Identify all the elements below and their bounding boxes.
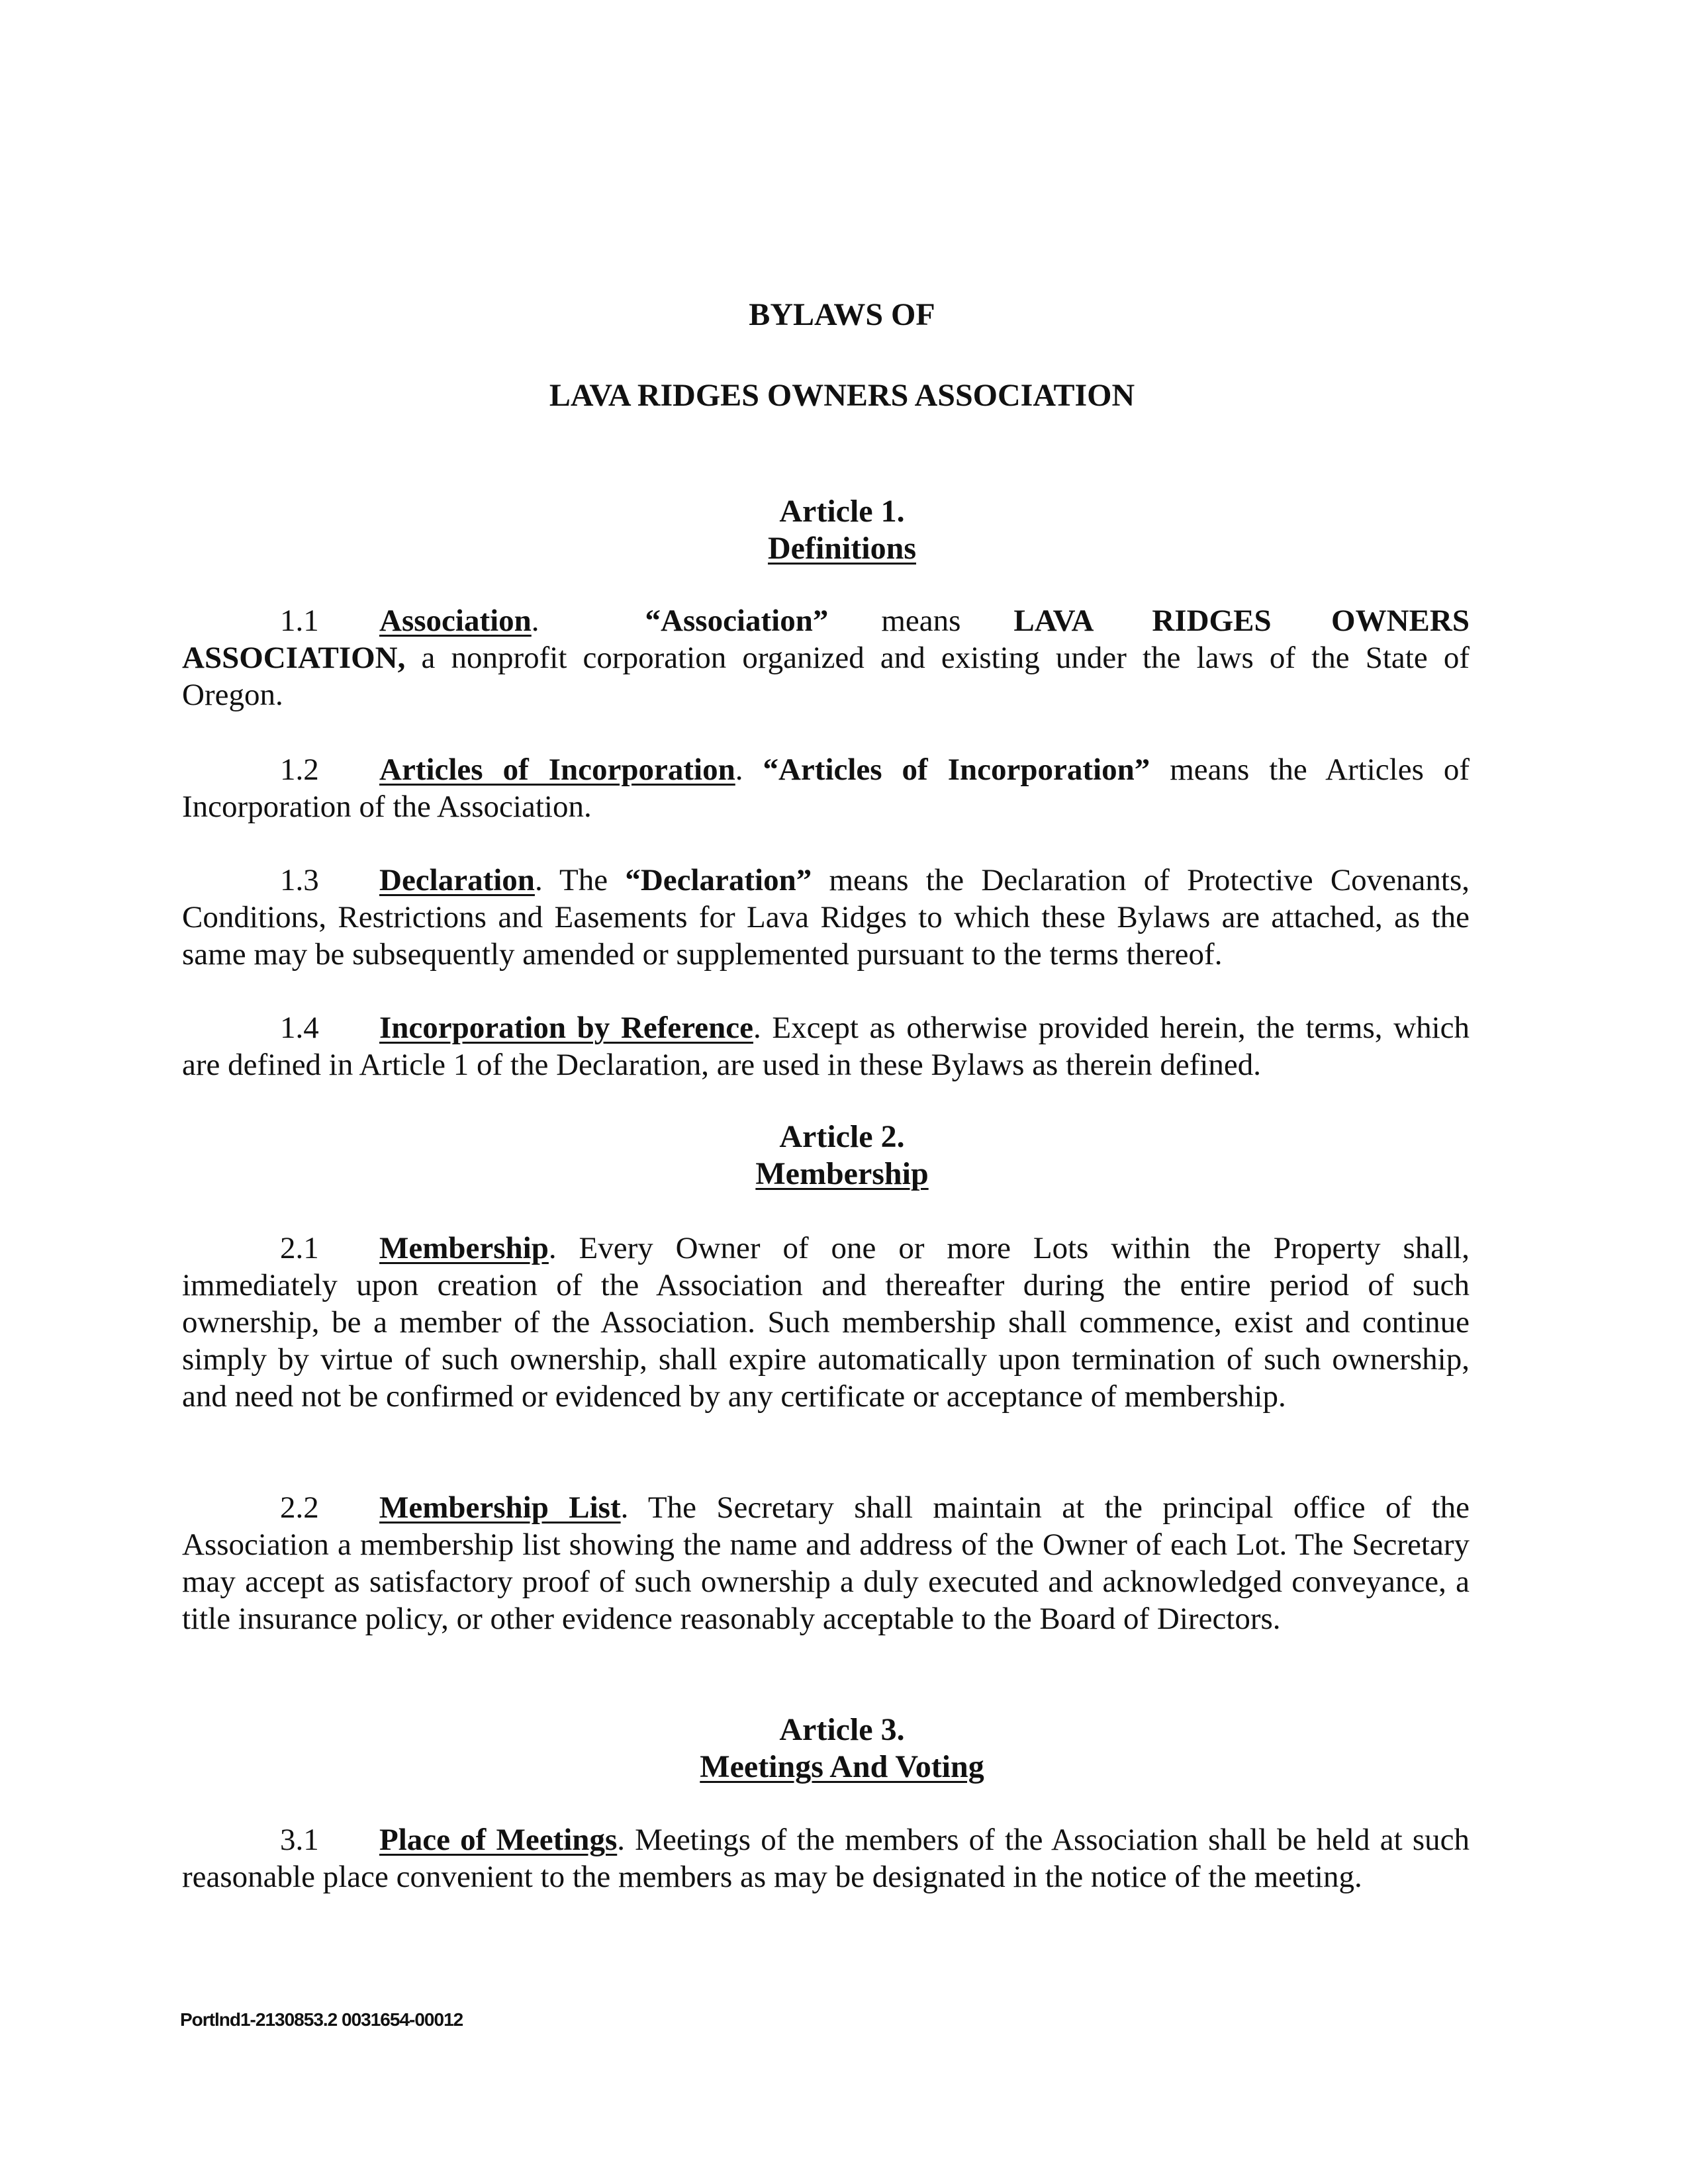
document-title: BYLAWS OF xyxy=(749,297,935,332)
document-subtitle: LAVA RIDGES OWNERS ASSOCIATION xyxy=(549,378,1135,413)
section-1-3: 1.3 Declaration. The “Declaration” means the Declaration of Protective Covenants, Conditions, Restrictions and Easements for Lava Ridges to which these Bylaws are attached, as the same may be subsequently amended or supplemented pursuant to the terms thereof. xyxy=(182,863,1470,972)
article-2-heading: Membership xyxy=(755,1156,929,1191)
section-3-1: 3.1 Place of Meetings. Meetings of the members of the Association shall be held at such reasonable place convenient to the members as may be designated in the notice of the meeting. xyxy=(182,1823,1470,1894)
section-2-2: 2.2 Membership List. The Secretary shall maintain at the principal office of the Association a membership list showing the name and address of the Owner of each Lot. The Secretary may accept as satisfactory proof of such ownership a duly executed and acknowledged conveyance, a title insurance policy, or other evidence reasonably acceptable to the Board of Directors. xyxy=(182,1490,1470,1636)
article-2-label: Article 2. xyxy=(779,1119,905,1154)
article-3-heading: Meetings And Voting xyxy=(700,1749,984,1784)
section-1-4: 1.4 Incorporation by Reference. Except as otherwise provided herein, the terms, which are defined in Article 1 of the Declaration, are used in these Bylaws as therein defined. xyxy=(182,1011,1470,1082)
section-1-1: 1.1 Association. “Association” means LAVA RIDGES OWNERS ASSOCIATION, a nonprofit corporation organized and existing under the laws of the State of Oregon. xyxy=(182,604,1470,712)
article-3-label: Article 3. xyxy=(779,1712,905,1747)
section-2-1: 2.1 Membership. Every Owner of one or more Lots within the Property shall, immediately upon creation of the Association and thereafter during the entire period of such ownership, be a member of the Association. Such membership shall commence, exist and continue simply by virtue of such ownership, shall expire automatically upon termination of such ownership, and need not be confirmed or evidenced by any certificate or acceptance of membership. xyxy=(182,1231,1470,1414)
section-1-2: 1.2 Articles of Incorporation. “Articles of Incorporation” means the Articles of Incorporation of the Association. xyxy=(182,752,1470,824)
document-footer-code: Portlnd1-2130853.2 0031654-00012 xyxy=(180,2009,463,2030)
article-1-label: Article 1. xyxy=(779,494,905,529)
lava-ridges-name: LAVA RIDGES OWNERS ASSOCIATION, xyxy=(182,604,1470,675)
article-1-heading: Definitions xyxy=(767,531,916,566)
